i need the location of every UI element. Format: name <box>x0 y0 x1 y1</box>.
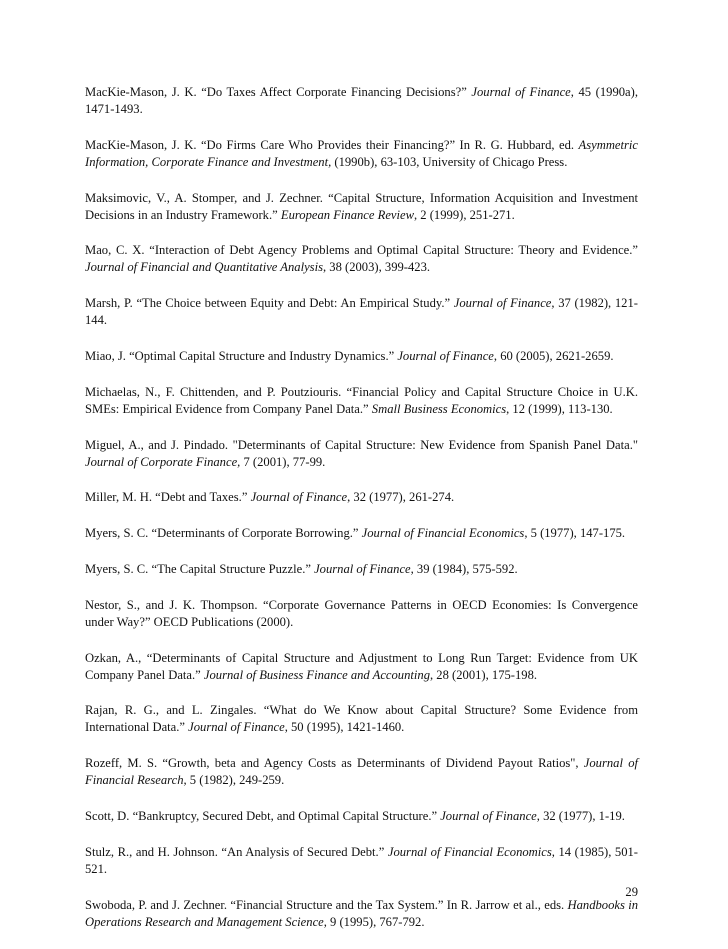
reference-entry <box>85 348 638 365</box>
reference-entry <box>85 137 638 171</box>
reference-entry <box>85 702 638 736</box>
journal-title: Journal of Finance <box>440 808 537 823</box>
journal-title: Journal of Finance <box>471 85 571 99</box>
reference-details: 14 (1985), 501-521. <box>85 844 638 876</box>
reference-entry <box>85 808 638 825</box>
reference-text: Rozeff, M. S. “Growth, beta and Agency Costs as Determinants of Dividend Payout Ratios", <box>85 756 584 771</box>
journal-title: Small Business Economics <box>371 401 507 416</box>
reference-text: Mao, C. X. “Interaction of Debt Agency Problems and Optimal Capital Structure: Theory and Evidence.” <box>85 243 638 258</box>
reference-text: MacKie-Mason, J. K. “Do Firms Care Who Provides their Financing?” In R. G. Hubbard, ed. <box>85 137 579 152</box>
reference-details: , 5 (1977), 147-175. <box>524 526 626 541</box>
reference-entry <box>85 844 638 878</box>
reference-text: Stulz, R., and H. Johnson. “An Analysis of Secured Debt.” <box>85 844 388 859</box>
reference-details: 39 (1984), 575-592. <box>413 561 518 576</box>
journal-title: Handbooks in Operations Research and Management Science <box>85 897 638 929</box>
reference-details: , 60 (2005), 2621-2659. <box>493 348 614 363</box>
reference-entry <box>85 525 638 542</box>
reference-entry <box>85 755 638 789</box>
journal-title: Journal of Finance <box>188 720 285 735</box>
journal-title: Journal of Finance <box>250 490 348 505</box>
reference-entry <box>85 650 638 684</box>
journal-title: European Finance Review <box>280 207 414 222</box>
reference-details: (1990b), 63-103, University of Chicago Press. <box>331 154 568 169</box>
reference-details: , 9 (1995), 767-792. <box>323 914 425 929</box>
reference-list <box>85 84 638 949</box>
reference-text: MacKie-Mason, J. K. “Do Taxes Affect Corporate Financing Decisions?” <box>85 85 472 99</box>
reference-text: Ozkan, A., “Determinants of Capital Structure and Adjustment to Long Run Target: Evidence from UK Company Panel Data.” <box>85 650 638 682</box>
journal-title: Journal of Finance, <box>453 296 555 311</box>
reference-text: Nestor, S., and J. K. Thompson. “Corporate Governance Patterns in OECD Economies: Is Convergence under Way?” OECD Publications (2000). <box>85 597 638 629</box>
reference-details: 37 (1982), 121-144. <box>85 296 638 328</box>
journal-title: Journal of Business Finance and Accounting <box>203 667 430 682</box>
reference-text: Marsh, P. “The Choice between Equity and Debt: An Empirical Study.” <box>85 296 454 311</box>
reference-text: Rajan, R. G., and L. Zingales. “What do We Know about Capital Structure? Some Evidence from International Data.” <box>85 703 638 735</box>
journal-title: Journal of Financial Research, <box>85 756 638 788</box>
reference-text: Myers, S. C. “The Capital Structure Puzzle.” <box>85 561 315 576</box>
journal-title: Journal of Corporate Finance, <box>85 454 241 469</box>
reference-text: Scott, D. “Bankruptcy, Secured Debt, and Optimal Capital Structure.” <box>85 808 441 823</box>
page-number: 29 <box>625 885 638 899</box>
reference-text: Myers, S. C. “Determinants of Corporate Borrowing.” <box>85 526 362 541</box>
reference-details: , 45 (1990a), 1471-1493. <box>85 85 638 116</box>
reference-entry <box>85 84 638 118</box>
journal-title: Journal of Financial and Quantitative Analysis <box>85 260 323 275</box>
reference-text: Swoboda, P. and J. Zechner. “Financial Structure and the Tax System.” In R. Jarrow et al., eds. <box>85 897 568 912</box>
reference-entry <box>85 489 638 506</box>
reference-details: 5 (1982), 249-259. <box>186 773 285 788</box>
reference-details: , 32 (1977), 261-274. <box>347 490 455 505</box>
reference-details: , 12 (1999), 113-130. <box>506 401 613 416</box>
reference-entry <box>85 295 638 329</box>
reference-details: , 38 (2003), 399-423. <box>322 260 431 275</box>
reference-details: 7 (2001), 77-99. <box>240 454 326 469</box>
reference-entry <box>85 561 638 578</box>
reference-text: Michaelas, N., F. Chittenden, and P. Poutziouris. “Financial Policy and Capital Structure Choice in U.K. SMEs: Empirical Evidence from Company Panel Data.” <box>85 384 638 416</box>
reference-entry <box>85 897 638 931</box>
reference-entry <box>85 437 638 471</box>
reference-details: , 28 (2001), 175-198. <box>430 667 538 682</box>
reference-entry <box>85 242 638 276</box>
reference-entry <box>85 597 638 631</box>
reference-details: , 2 (1999), 251-271. <box>414 207 515 222</box>
journal-title: Journal of Financial Economics, <box>387 844 555 859</box>
journal-title: Asymmetric Information, Corporate Finance and Investment, <box>85 137 638 169</box>
journal-title: Journal of Finance, <box>314 561 414 576</box>
reference-text: Miller, M. H. “Debt and Taxes.” <box>85 490 251 505</box>
reference-text: Miguel, A., and J. Pindado. "Determinants of Capital Structure: New Evidence from Spanish Panel Data." <box>85 437 638 452</box>
reference-details: , 50 (1995), 1421-1460. <box>284 720 405 735</box>
reference-entry <box>85 190 638 224</box>
journal-title: Journal of Financial Economics <box>361 526 525 541</box>
reference-entry <box>85 384 638 418</box>
reference-text: Maksimovic, V., A. Stomper, and J. Zechner. “Capital Structure, Information Acquisition and Investment Decisions in an Industry Framework.” <box>85 190 638 222</box>
journal-title: Journal of Finance <box>397 348 494 363</box>
reference-details: , 32 (1977), 1-19. <box>536 808 625 823</box>
reference-text: Miao, J. “Optimal Capital Structure and Industry Dynamics.” <box>85 348 398 363</box>
